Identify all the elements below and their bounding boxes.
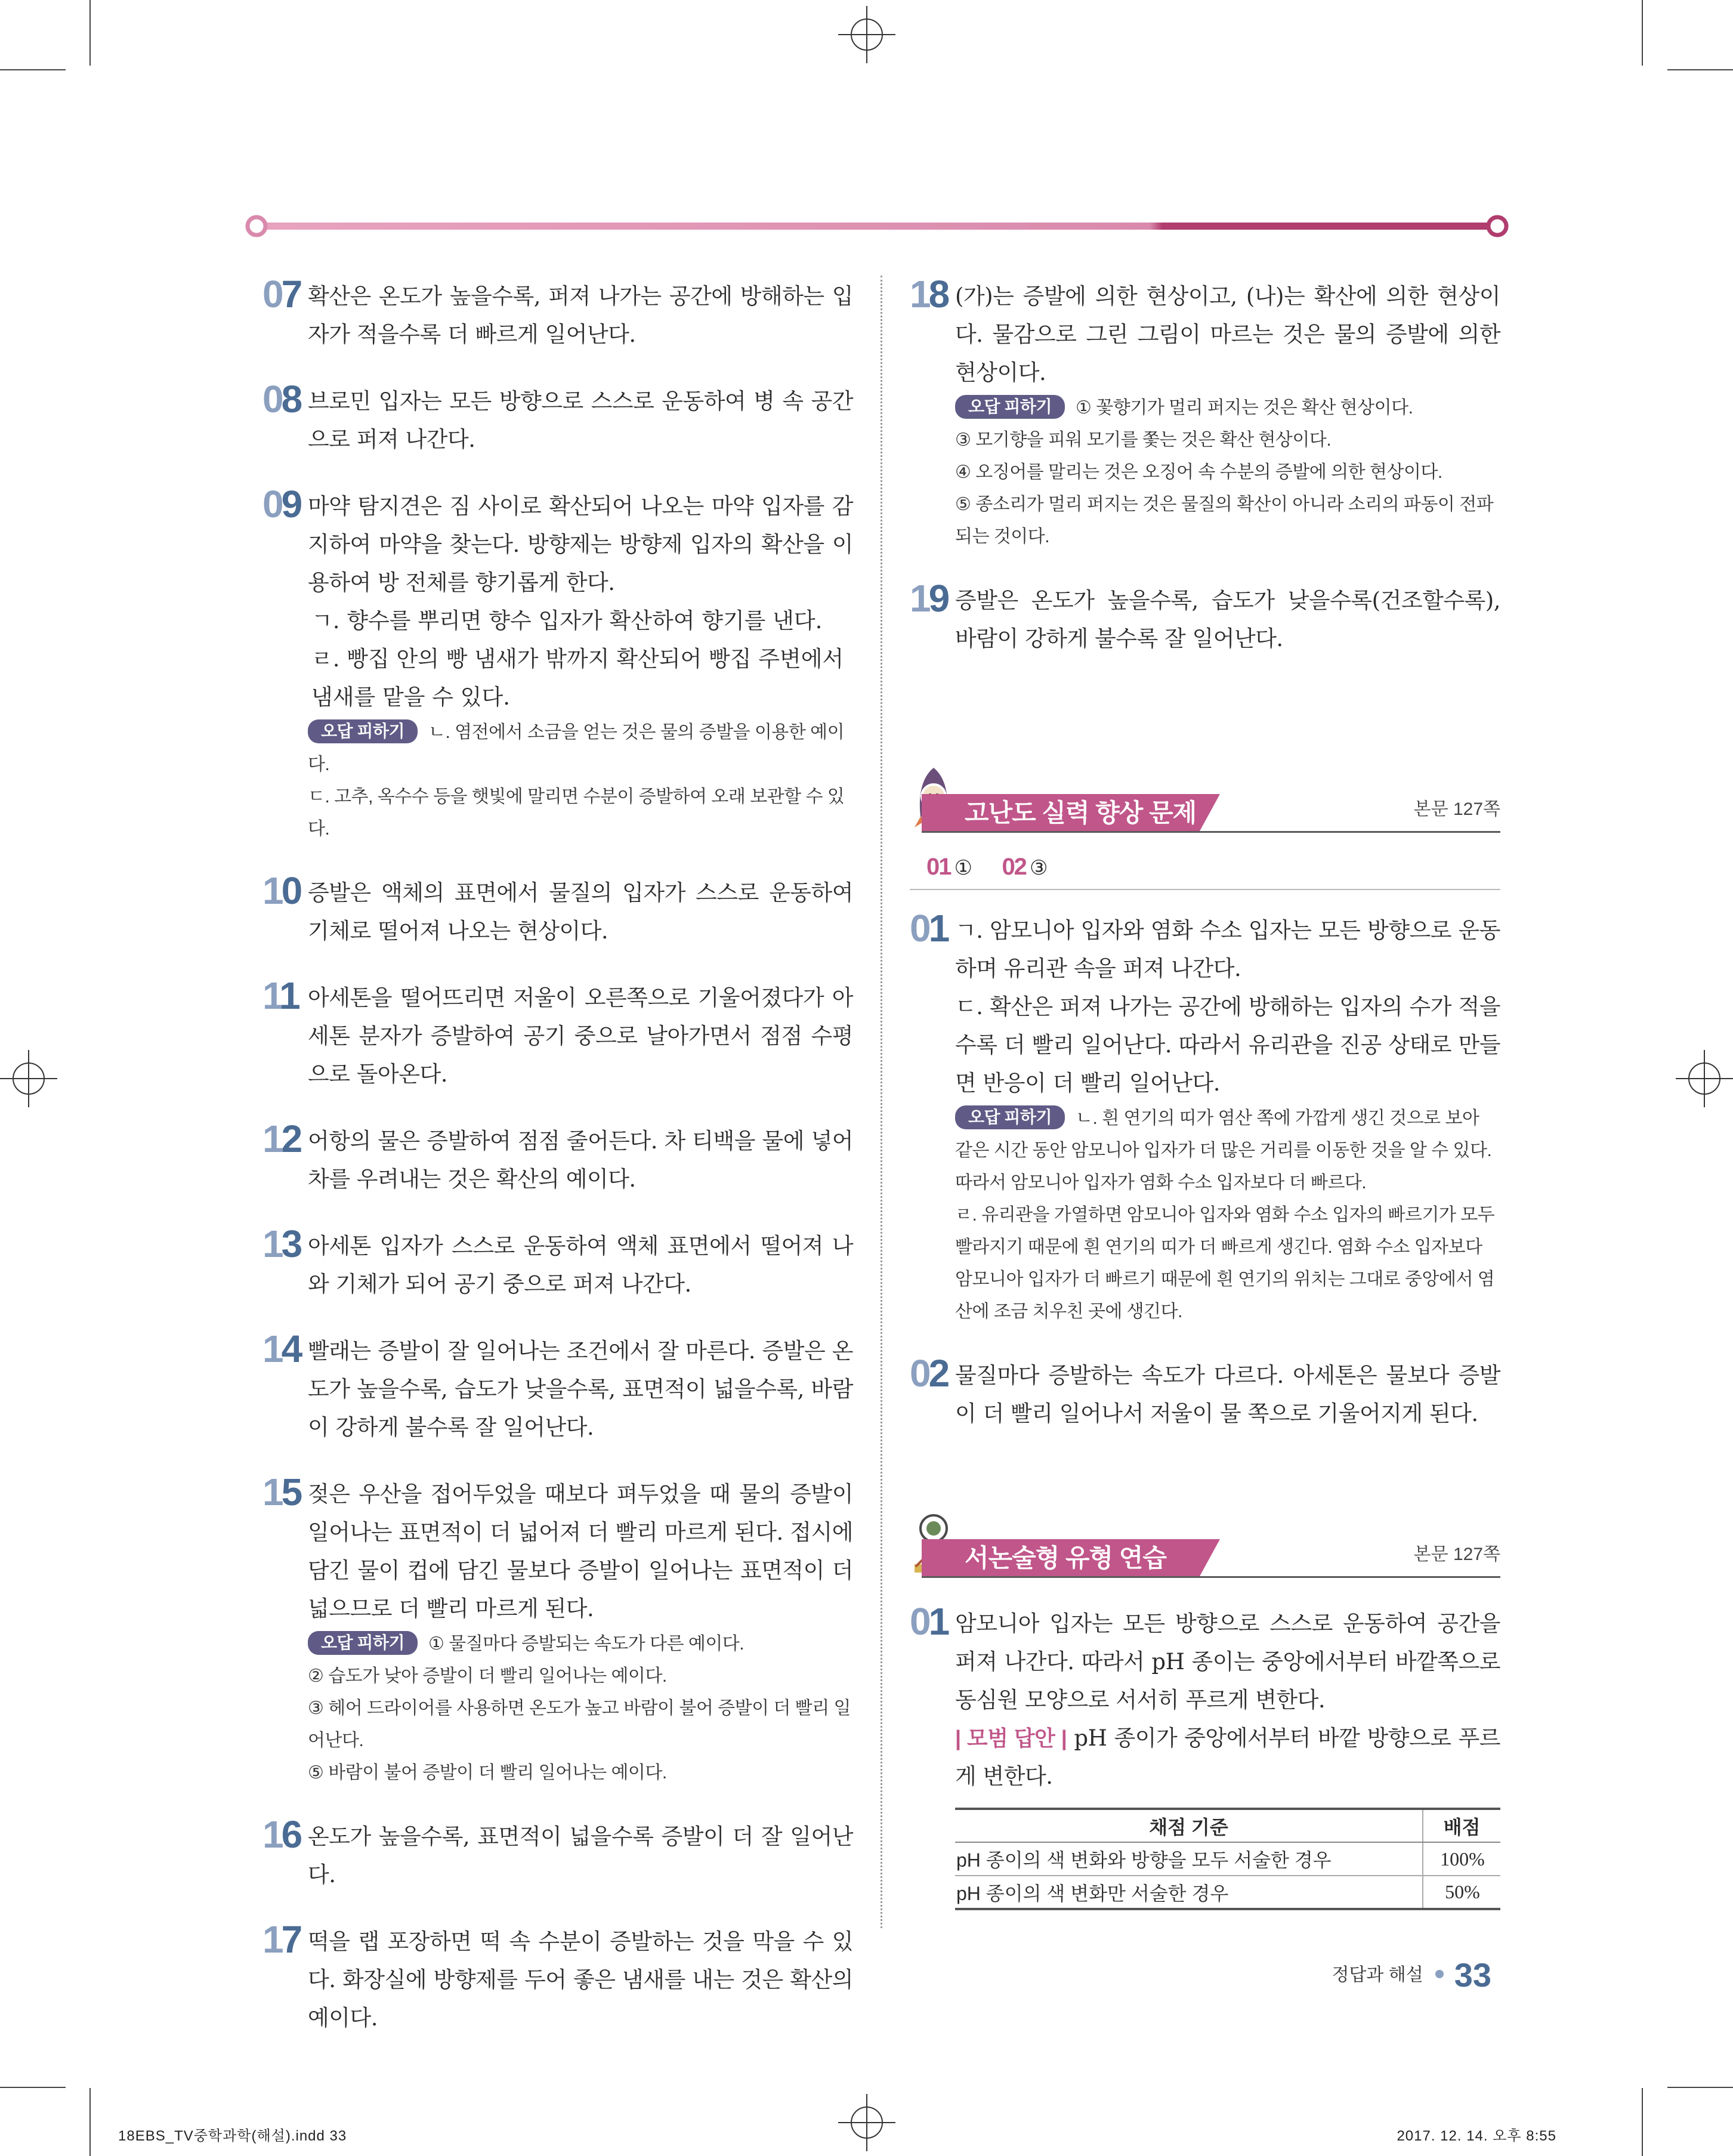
model-answer: | 모범 답안 | pH 종이가 중앙에서부터 바깥 방향으로 푸르게 변한다. xyxy=(955,1725,1500,1789)
footer-label: 정답과 해설 xyxy=(1332,1965,1423,1985)
crop-mark xyxy=(89,2088,91,2156)
quick-answers: 01 ① 02 ③ xyxy=(910,850,1500,890)
section-page-ref: 본문 127쪽 xyxy=(1413,799,1500,819)
item-text: 암모니아 입자는 모든 방향으로 스스로 운동하여 공간을 퍼져 나간다. 따라서 pH 종이는 중앙에서부터 바깥쪽으로 동심원 모양으로 서서히 푸르게 변한다. xyxy=(955,1611,1500,1713)
wrong-answer-badge: 오답 피하기 xyxy=(955,395,1065,419)
wrong-answer-badge: 오답 피하기 xyxy=(308,719,418,743)
wrong-answer-note: ④ 오징어를 말리는 것은 오징어 속 수분의 증발에 의한 현상이다. xyxy=(955,462,1442,482)
item-number: 09 xyxy=(262,483,301,526)
wrong-answer-note: 오답 피하기 ㄴ. 흰 연기의 띠가 염산 쪽에 가깝게 생긴 것으로 보아 같은 시간 동안 암모니아 입자가 더 많은 거리를 이동한 것을 알 수 있다. 따라서 암모니아 입자가 염화 수소 입자보다 더 빠르다. xyxy=(955,1102,1500,1199)
wrong-answer-note: ⑤ 바람이 불어 증발이 더 빨리 일어나는 예이다. xyxy=(308,1763,667,1783)
wrong-answer-note: ③ 모기향을 피워 모기를 쫓는 것은 확산 현상이다. xyxy=(955,430,1332,450)
item-text: 젖은 우산을 접어두었을 때보다 펴두었을 때 물의 증발이 일어나는 표면적이 더 넓어져 더 빨리 마르게 된다. 접시에 담긴 물이 컵에 담긴 물보다 증발이 일어나는 표면적이 더 넓으므로 더 빨리 마르게 된다. xyxy=(308,1481,853,1621)
item-number: 10 xyxy=(262,869,301,912)
wrong-answer-note: 오답 피하기 ① 물질마다 증발되는 속도가 다른 예이다. xyxy=(308,1628,853,1660)
crop-mark xyxy=(89,0,91,66)
item-number: 16 xyxy=(262,1813,301,1856)
item-subpoint: ㄹ. 빵집 안의 빵 냄새가 밖까지 확산되어 빵집 주변에서 냄새를 맡을 수 있다. xyxy=(311,646,844,710)
crop-mark xyxy=(1642,2088,1643,2156)
column-divider xyxy=(881,276,882,1928)
item-number: 02 xyxy=(910,1352,948,1395)
item-number: 17 xyxy=(262,1918,301,1961)
answer-item xyxy=(262,1471,853,1789)
wrong-answer-note: ㄹ. 유리관을 가열하면 암모니아 입자와 염화 수소 입자의 빠르기가 모두 빨라지기 때문에 흰 연기의 띠가 더 빠르게 생긴다. 염화 수소 입자보다 암모니아 입자가 더 빠르기 때문에 흰 연기의 위치는 그대로 중앙에서 염산에 조금 치우친 곳에 생긴다. xyxy=(955,1205,1495,1321)
table-row: pH 종이의 색 변화와 방향을 모두 서술한 경우 100% xyxy=(955,1842,1500,1876)
crop-mark xyxy=(0,69,66,70)
section-page-ref: 본문 127쪽 xyxy=(1413,1545,1500,1564)
crop-mark xyxy=(1642,0,1643,66)
item-number: 07 xyxy=(262,273,301,316)
page-footer xyxy=(1332,1956,1491,1994)
item-number: 12 xyxy=(262,1117,301,1160)
item-number: 14 xyxy=(262,1327,301,1370)
wrong-answer-note: ⑤ 종소리가 멀리 퍼지는 것은 물질의 확산이 아니라 소리의 파동이 전파되는 것이다. xyxy=(955,495,1494,546)
answer-item xyxy=(262,1222,853,1304)
section-rule xyxy=(922,831,1500,833)
item-number: 11 xyxy=(262,974,298,1017)
item-text: 아세톤을 떨어뜨리면 저울이 오른쪽으로 기울어졌다가 아세톤 분자가 증발하여 공기 중으로 날아가면서 점점 수평으로 돌아온다. xyxy=(308,985,853,1087)
item-text: 증발은 온도가 높을수록, 습도가 낮을수록(건조할수록), 바람이 강하게 불수록 잘 일어난다. xyxy=(955,588,1500,651)
answer-item xyxy=(262,1117,853,1199)
table-header: 채점 기준 xyxy=(955,1809,1423,1842)
page-number: 33 xyxy=(1454,1956,1491,1994)
item-number: 19 xyxy=(910,577,948,620)
wrong-answer-note: 오답 피하기 ① 꽃향기가 멀리 퍼지는 것은 확산 현상이다. xyxy=(955,392,1500,424)
item-text: 브로민 입자는 모든 방향으로 스스로 운동하여 병 속 공간으로 퍼져 나간다. xyxy=(308,388,853,452)
item-text: 온도가 높을수록, 표면적이 넓을수록 증발이 더 잘 일어난다. xyxy=(308,1824,853,1888)
item-subpoint: ㄱ. 암모니아 입자와 염화 수소 입자는 모든 방향으로 운동하며 유리관 속을 퍼져 나간다. xyxy=(955,918,1500,981)
item-text: 마약 탐지견은 짐 사이로 확산되어 나오는 마약 입자를 감지하여 마약을 찾는다. 방향제는 방향제 입자의 확산을 이용하여 방 전체를 향기롭게 한다. xyxy=(308,493,853,595)
answer-item xyxy=(262,1918,853,2037)
item-text: 아세톤 입자가 스스로 운동하여 액체 표면에서 떨어져 나와 기체가 되어 공기 중으로 퍼져 나간다. xyxy=(308,1233,853,1297)
answer-item xyxy=(910,1600,1500,1910)
wrong-answer-note: ㄷ. 고추, 옥수수 등을 햇빛에 말리면 수분이 증발하여 오래 보관할 수 있다. xyxy=(308,787,845,839)
answer-item xyxy=(262,483,853,845)
answer-item xyxy=(262,974,853,1094)
answer-item xyxy=(910,907,1500,1328)
bullet-icon xyxy=(1435,1970,1444,1978)
item-number: 18 xyxy=(910,273,948,316)
item-text: 떡을 랩 포장하면 떡 속 수분이 증발하는 것을 막을 수 있다. 화장실에 방향제를 두어 좋은 냄새를 내는 것은 확산의 예이다. xyxy=(308,1929,853,2031)
print-slug-file: 18EBS_TV중학과학(해설).indd 33 xyxy=(118,2128,347,2144)
crop-mark xyxy=(0,2087,66,2088)
wrong-answer-badge: 오답 피하기 xyxy=(308,1631,418,1655)
wrong-answer-badge: 오답 피하기 xyxy=(955,1105,1065,1129)
item-number: 01 xyxy=(910,1600,948,1643)
crop-mark xyxy=(1667,2087,1733,2088)
right-column xyxy=(910,273,1500,1939)
answer-item xyxy=(910,273,1500,553)
answer-item xyxy=(262,1327,853,1447)
registration-mark-icon xyxy=(1676,1050,1733,1107)
item-text: 증발은 액체의 표면에서 물질의 입자가 스스로 운동하여 기체로 떨어져 나오는 현상이다. xyxy=(308,880,853,944)
print-slug-date: 2017. 12. 14. 오후 8:55 xyxy=(1397,2128,1556,2144)
answer-item xyxy=(262,273,853,354)
section-title: 고난도 실력 향상 문제 xyxy=(965,799,1197,827)
model-answer-label: | 모범 답안 | xyxy=(955,1726,1067,1750)
item-subpoint: ㄷ. 확산은 퍼져 나가는 공간에 방해하는 입자의 수가 적을수록 더 빨리 일어난다. 따라서 유리관을 진공 상태로 만들면 반응이 더 빨리 일어난다. xyxy=(955,994,1500,1096)
table-row: pH 종이의 색 변화만 서술한 경우 50% xyxy=(955,1876,1500,1909)
registration-mark-icon xyxy=(838,2094,895,2151)
item-text: 어항의 물은 증발하여 점점 줄어든다. 차 티백을 물에 넣어 차를 우려내는 것은 확산의 예이다. xyxy=(308,1128,853,1192)
item-number: 13 xyxy=(262,1222,301,1265)
crop-mark xyxy=(1667,69,1733,70)
table-header: 배점 xyxy=(1423,1809,1500,1842)
item-number: 01 xyxy=(910,907,948,950)
scoring-table xyxy=(955,1808,1500,1910)
answer-item xyxy=(262,1813,853,1894)
item-number: 08 xyxy=(262,378,301,421)
registration-mark-icon xyxy=(838,6,895,63)
item-text: (가)는 증발에 의한 현상이고, (나)는 확산에 의한 현상이다. 물감으로 그린 그림이 마르는 것은 물의 증발에 의한 현상이다. xyxy=(955,283,1500,385)
answer-item xyxy=(910,1352,1500,1433)
item-text: 빨래는 증발이 잘 일어나는 조건에서 잘 마른다. 증발은 온도가 높을수록, 습도가 낮을수록, 표면적이 넓을수록, 바람이 강하게 불수록 잘 일어난다. xyxy=(308,1338,853,1440)
answer-item xyxy=(262,378,853,459)
answer-item xyxy=(262,869,853,950)
section-header-advanced xyxy=(910,759,1500,843)
item-text: 물질마다 증발하는 속도가 다르다. 아세톤은 물보다 증발이 더 빨리 일어나서 저울이 물 쪽으로 기울어지게 된다. xyxy=(955,1363,1500,1426)
answer-item xyxy=(910,577,1500,658)
wrong-answer-note: ② 습도가 낮아 증발이 더 빨리 일어나는 예이다. xyxy=(308,1666,667,1686)
header-bar xyxy=(245,214,1509,238)
item-text: 확산은 온도가 높을수록, 퍼져 나가는 공간에 방해하는 입자가 적을수록 더 빠르게 일어난다. xyxy=(308,283,853,347)
wrong-answer-note: ③ 헤어 드라이어를 사용하면 온도가 높고 바람이 불어 증발이 더 빨리 일어난다. xyxy=(308,1698,851,1750)
section-header-essay xyxy=(910,1505,1500,1588)
item-number: 15 xyxy=(262,1471,301,1513)
left-column xyxy=(262,273,853,2066)
wrong-answer-note: 오답 피하기 ㄴ. 염전에서 소금을 얻는 것은 물의 증발을 이용한 예이다. xyxy=(308,716,853,781)
section-title: 서논술형 유형 연습 xyxy=(965,1544,1166,1572)
section-rule xyxy=(922,1576,1500,1578)
registration-mark-icon xyxy=(0,1050,57,1107)
item-subpoint: ㄱ. 향수를 뿌리면 향수 입자가 확산하여 향기를 낸다. xyxy=(311,608,823,634)
